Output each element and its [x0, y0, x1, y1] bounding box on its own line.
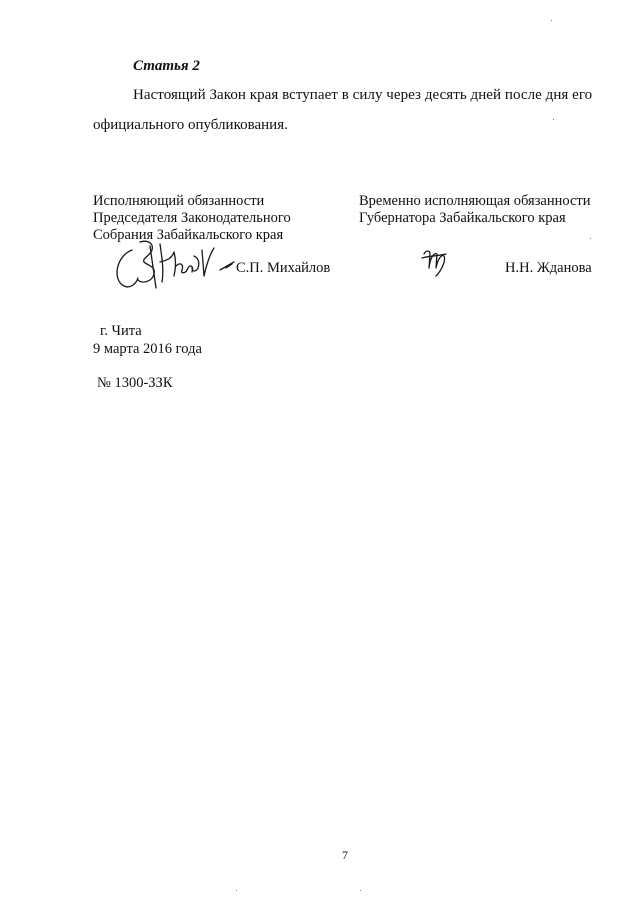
scan-speck — [551, 20, 552, 21]
right-signatory-title — [359, 193, 591, 227]
law-number: № 1300-ЗЗК — [97, 375, 173, 391]
page-number: 7 — [342, 848, 348, 862]
right-signatory-name: Н.Н. Жданова — [505, 260, 592, 276]
right-title-line-2: Губернатора Забайкальского края — [359, 210, 566, 226]
scan-speck — [236, 890, 237, 891]
left-title-line-2: Председателя Законодательного — [93, 210, 291, 226]
right-title-line-1: Временно исполняющая обязанности — [359, 193, 591, 209]
left-signature-image — [110, 222, 240, 297]
scan-speck — [360, 890, 361, 891]
left-title-line-1: Исполняющий обязанности — [93, 193, 265, 209]
article-paragraph-line-1: Настоящий Закон края вступает в силу через десять дней после дня его — [133, 87, 593, 103]
article-heading: Статья 2 — [133, 58, 200, 74]
article-paragraph-line-2: официального опубликования. — [93, 117, 288, 133]
signing-place: г. Чита — [100, 323, 142, 339]
left-signatory-name: С.П. Михайлов — [236, 260, 331, 276]
signing-date: 9 марта 2016 года — [93, 341, 202, 357]
scan-speck — [553, 119, 554, 120]
left-title-line-3: Собрания Забайкальского края — [93, 227, 284, 243]
right-signature-image — [418, 246, 450, 280]
scan-speck — [590, 238, 591, 239]
